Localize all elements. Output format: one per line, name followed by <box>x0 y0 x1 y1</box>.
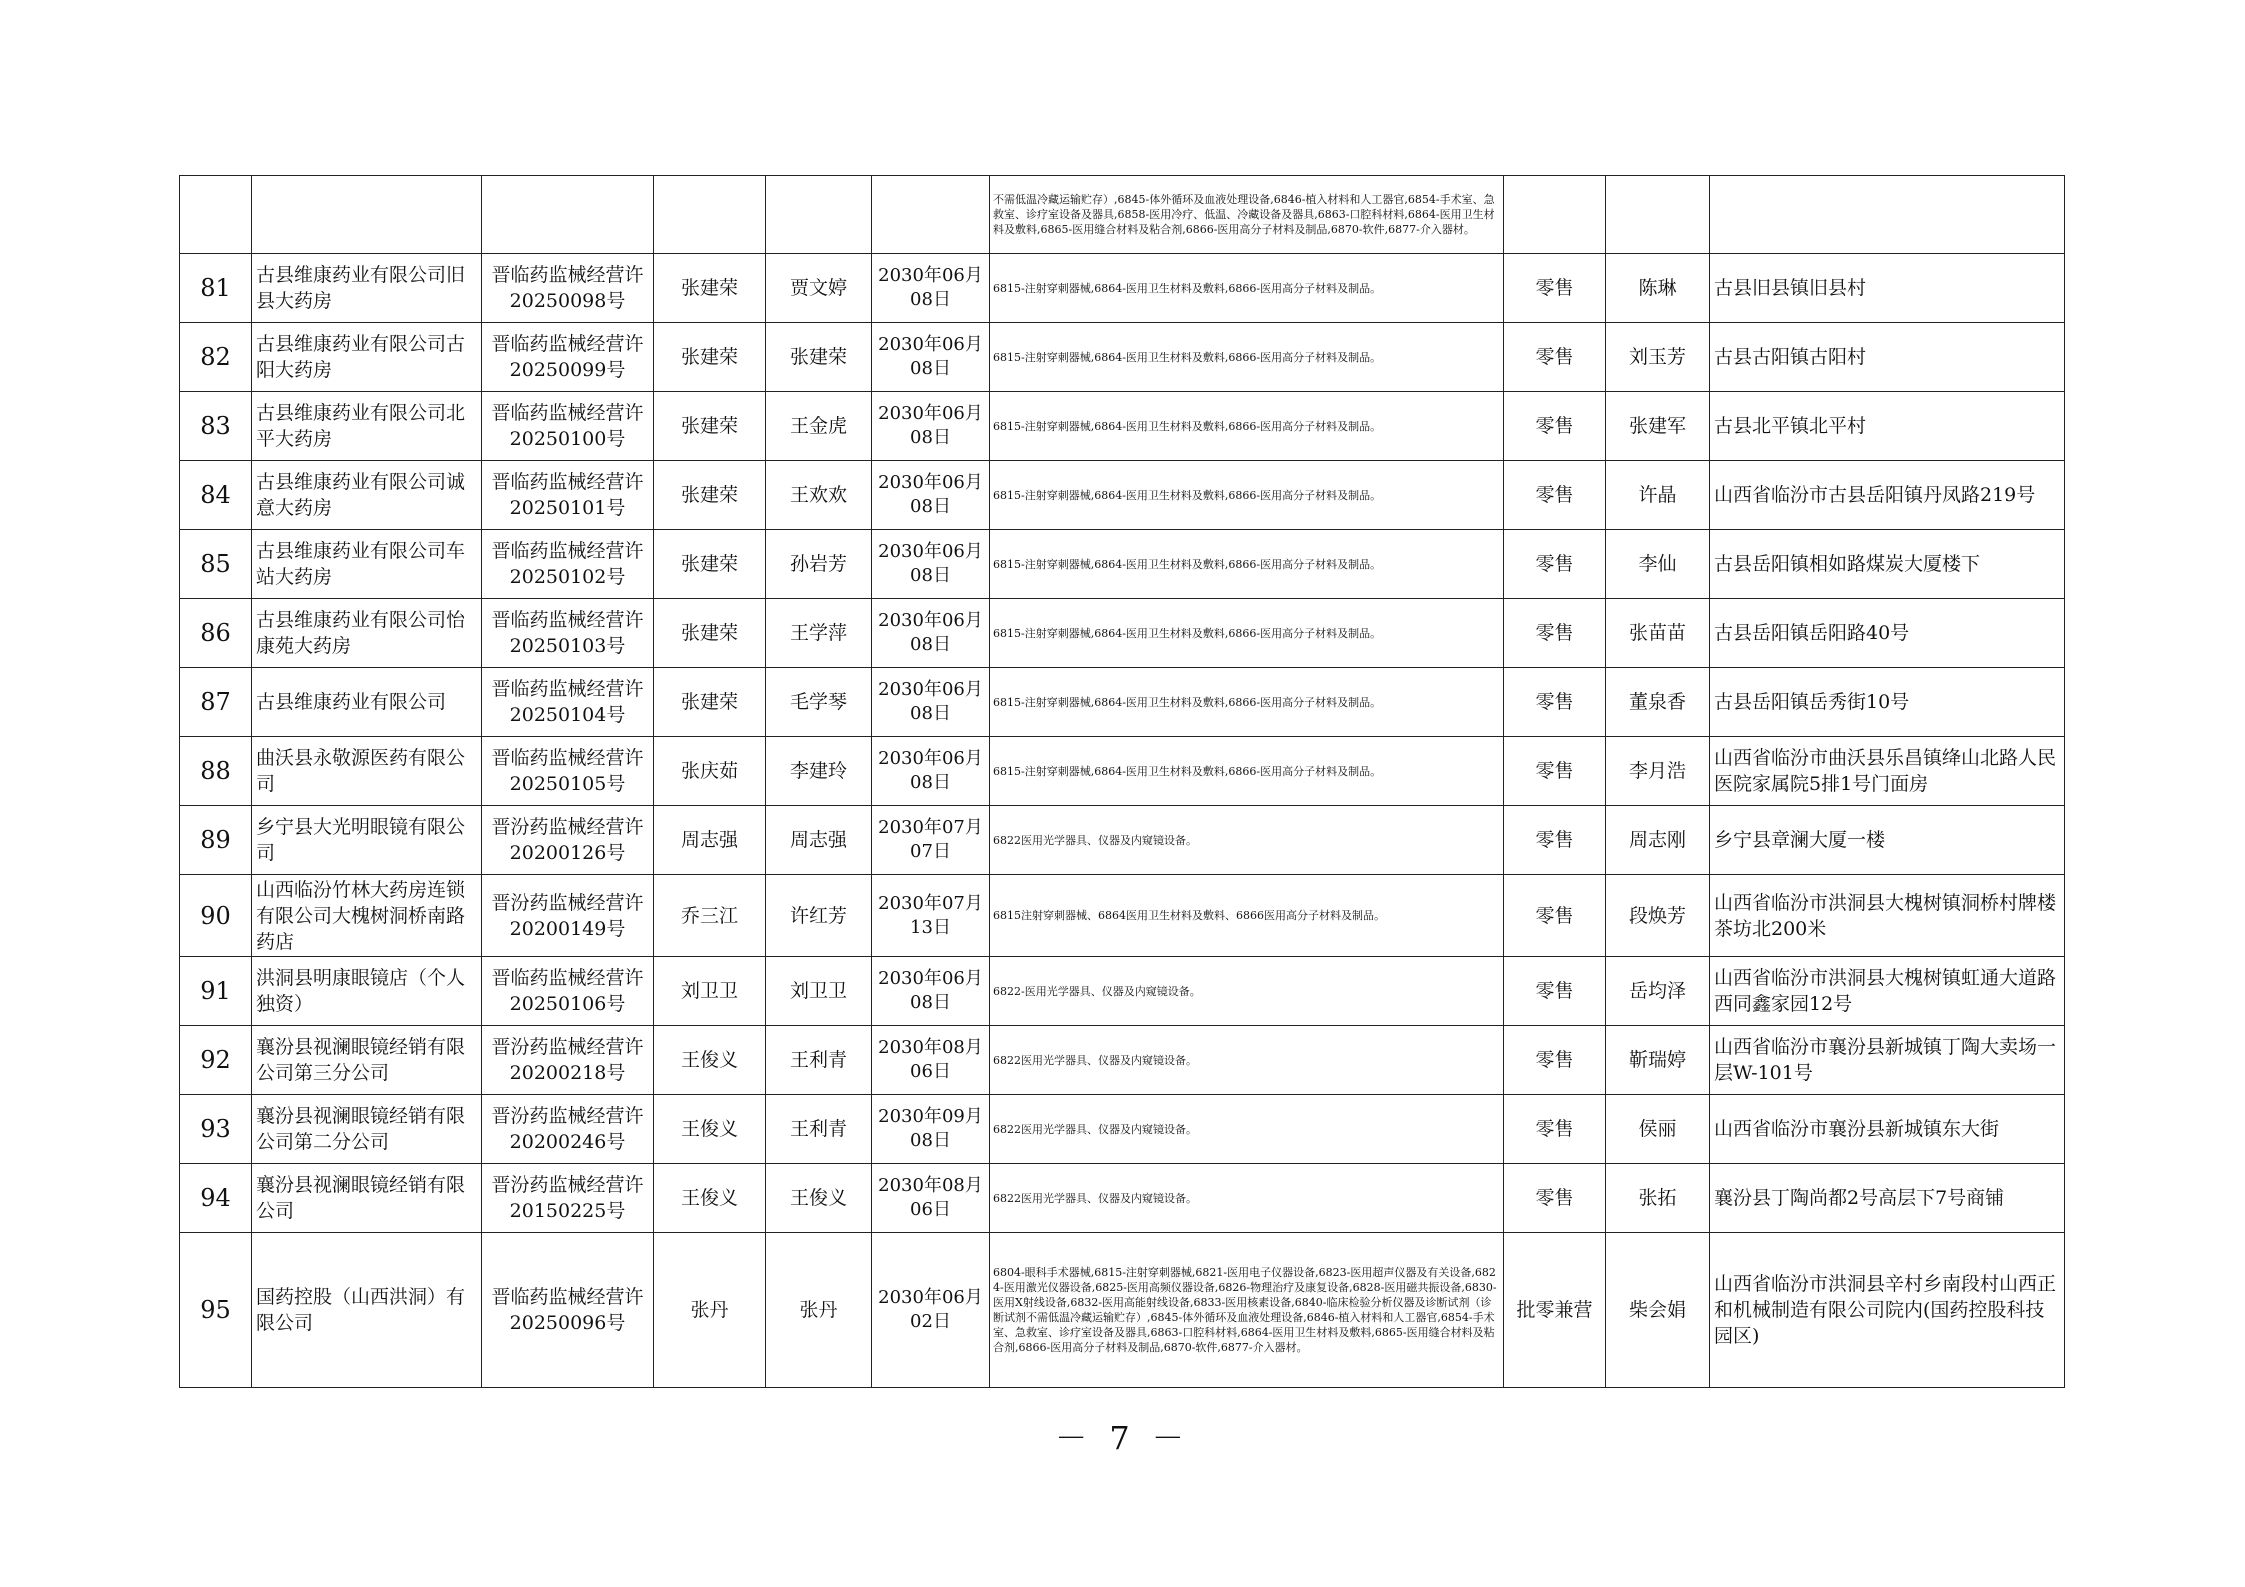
cell-license: 晋临药监械经营许20250106号 <box>482 957 654 1026</box>
cell-license: 晋临药监械经营许20250096号 <box>482 1233 654 1388</box>
cell-no: 85 <box>180 530 252 599</box>
cell-qual: 柴会娟 <box>1606 1233 1710 1388</box>
page-number: － 7 － <box>1055 1419 1190 1457</box>
cell-expiry: 2030年09月08日 <box>872 1095 990 1164</box>
cell-expiry <box>872 176 990 254</box>
cell-qual: 周志刚 <box>1606 806 1710 875</box>
cell-no: 93 <box>180 1095 252 1164</box>
cell-qual <box>1606 176 1710 254</box>
cell-legal: 张建荣 <box>654 254 766 323</box>
cell-address: 襄汾县丁陶尚都2号高层下7号商铺 <box>1710 1164 2065 1233</box>
cell-responsible: 周志强 <box>766 806 872 875</box>
table-row <box>180 323 2065 392</box>
cell-scope: 6822医用光学器具、仪器及内窥镜设备。 <box>990 806 1504 875</box>
cell-no: 82 <box>180 323 252 392</box>
cell-legal: 王俊义 <box>654 1026 766 1095</box>
cell-expiry: 2030年07月13日 <box>872 875 990 957</box>
cell-expiry: 2030年08月06日 <box>872 1164 990 1233</box>
cell-mode: 零售 <box>1504 392 1606 461</box>
cell-mode: 零售 <box>1504 1095 1606 1164</box>
cell-no: 84 <box>180 461 252 530</box>
cell-license: 晋汾药监械经营许20200246号 <box>482 1095 654 1164</box>
cell-name: 襄汾县视澜眼镜经销有限公司 <box>252 1164 482 1233</box>
cell-scope: 6815-注射穿刺器械,6864-医用卫生材料及敷料,6866-医用高分子材料及制品。 <box>990 530 1504 599</box>
cell-mode: 零售 <box>1504 1164 1606 1233</box>
cell-responsible: 张建荣 <box>766 323 872 392</box>
cell-address: 山西省临汾市襄汾县新城镇丁陶大卖场一层W-101号 <box>1710 1026 2065 1095</box>
cell-scope: 6822医用光学器具、仪器及内窥镜设备。 <box>990 1095 1504 1164</box>
cell-scope: 6815-注射穿刺器械,6864-医用卫生材料及敷料,6866-医用高分子材料及制品。 <box>990 461 1504 530</box>
cell-expiry: 2030年06月08日 <box>872 392 990 461</box>
cell-license: 晋汾药监械经营许20150225号 <box>482 1164 654 1233</box>
cell-mode: 零售 <box>1504 599 1606 668</box>
cell-scope: 6815-注射穿刺器械,6864-医用卫生材料及敷料,6866-医用高分子材料及制品。 <box>990 599 1504 668</box>
cell-expiry: 2030年07月07日 <box>872 806 990 875</box>
cell-qual: 张建军 <box>1606 392 1710 461</box>
table-row <box>180 530 2065 599</box>
cell-qual: 靳瑞婷 <box>1606 1026 1710 1095</box>
cell-responsible <box>766 176 872 254</box>
table-row <box>180 1164 2065 1233</box>
cell-legal: 刘卫卫 <box>654 957 766 1026</box>
cell-scope: 6815-注射穿刺器械,6864-医用卫生材料及敷料,6866-医用高分子材料及制品。 <box>990 392 1504 461</box>
cell-responsible: 王学萍 <box>766 599 872 668</box>
table-row <box>180 737 2065 806</box>
cell-expiry: 2030年08月06日 <box>872 1026 990 1095</box>
cell-scope: 6815-注射穿刺器械,6864-医用卫生材料及敷料,6866-医用高分子材料及制品。 <box>990 668 1504 737</box>
cell-no: 86 <box>180 599 252 668</box>
cell-scope: 6804-眼科手术器械,6815-注射穿刺器械,6821-医用电子仪器设备,6823-医用超声仪器及有关设备,6824-医用激光仪器设备,6825-医用高频仪器设备,6826-物理治疗及康复设备,6828-医用磁共振设备,6830-医用X射线设备,6832-医用高能射线设备,6833-医用核素设备,6840-临床检验分析仪器及诊断试剂（诊断试剂不需低温冷藏运输贮存）,6845-体外循环及血液处理设备,6846-植入材料和人工器官,6854-手术室、急救室、诊疗室设备及器具,6863-口腔科材料,6864-医用卫生材料及敷料,6865-医用缝合材料及粘合剂,6866-医用高分子材料及制品,6870-软件,6877-介入器材。 <box>990 1233 1504 1388</box>
cell-expiry: 2030年06月08日 <box>872 668 990 737</box>
table-row <box>180 806 2065 875</box>
cell-name: 曲沃县永敬源医药有限公司 <box>252 737 482 806</box>
cell-responsible: 贾文婷 <box>766 254 872 323</box>
cell-mode: 零售 <box>1504 461 1606 530</box>
cell-qual: 刘玉芳 <box>1606 323 1710 392</box>
cell-license: 晋汾药监械经营许20200126号 <box>482 806 654 875</box>
cell-mode: 批零兼营 <box>1504 1233 1606 1388</box>
cell-address: 山西省临汾市襄汾县新城镇东大街 <box>1710 1095 2065 1164</box>
cell-license: 晋临药监械经营许20250098号 <box>482 254 654 323</box>
cell-name: 古县维康药业有限公司北平大药房 <box>252 392 482 461</box>
cell-expiry: 2030年06月08日 <box>872 737 990 806</box>
cell-qual: 岳均泽 <box>1606 957 1710 1026</box>
cell-address: 古县北平镇北平村 <box>1710 392 2065 461</box>
cell-scope: 6822-医用光学器具、仪器及内窥镜设备。 <box>990 957 1504 1026</box>
cell-responsible: 毛学琴 <box>766 668 872 737</box>
cell-legal: 张丹 <box>654 1233 766 1388</box>
cell-address: 山西省临汾市曲沃县乐昌镇绛山北路人民医院家属院5排1号门面房 <box>1710 737 2065 806</box>
cell-license: 晋临药监械经营许20250104号 <box>482 668 654 737</box>
cell-qual: 陈琳 <box>1606 254 1710 323</box>
cell-expiry: 2030年06月08日 <box>872 461 990 530</box>
cell-address: 山西省临汾市古县岳阳镇丹凤路219号 <box>1710 461 2065 530</box>
table-row <box>180 875 2065 957</box>
table-row <box>180 392 2065 461</box>
cell-mode <box>1504 176 1606 254</box>
cell-scope: 6822医用光学器具、仪器及内窥镜设备。 <box>990 1026 1504 1095</box>
cell-license: 晋汾药监械经营许20200218号 <box>482 1026 654 1095</box>
cell-legal: 乔三江 <box>654 875 766 957</box>
cell-mode: 零售 <box>1504 323 1606 392</box>
cell-qual: 许晶 <box>1606 461 1710 530</box>
cell-scope: 6815注射穿刺器械、6864医用卫生材料及敷料、6866医用高分子材料及制品。 <box>990 875 1504 957</box>
cell-no: 91 <box>180 957 252 1026</box>
cell-name: 山西临汾竹林大药房连锁有限公司大槐树洞桥南路药店 <box>252 875 482 957</box>
cell-expiry: 2030年06月08日 <box>872 254 990 323</box>
cell-responsible: 孙岩芳 <box>766 530 872 599</box>
cell-legal: 张庆茹 <box>654 737 766 806</box>
cell-responsible: 李建玲 <box>766 737 872 806</box>
cell-qual: 张苗苗 <box>1606 599 1710 668</box>
cell-address: 乡宁县章澜大厦一楼 <box>1710 806 2065 875</box>
cell-mode: 零售 <box>1504 1026 1606 1095</box>
cell-qual: 张拓 <box>1606 1164 1710 1233</box>
cell-no: 94 <box>180 1164 252 1233</box>
table-row <box>180 254 2065 323</box>
cell-legal: 张建荣 <box>654 668 766 737</box>
cell-expiry: 2030年06月08日 <box>872 323 990 392</box>
table-row <box>180 461 2065 530</box>
cell-legal: 张建荣 <box>654 323 766 392</box>
cell-scope: 6815-注射穿刺器械,6864-医用卫生材料及敷料,6866-医用高分子材料及制品。 <box>990 737 1504 806</box>
cell-no: 81 <box>180 254 252 323</box>
cell-mode: 零售 <box>1504 254 1606 323</box>
cell-scope: 6815-注射穿刺器械,6864-医用卫生材料及敷料,6866-医用高分子材料及制品。 <box>990 254 1504 323</box>
cell-responsible: 刘卫卫 <box>766 957 872 1026</box>
cell-mode: 零售 <box>1504 806 1606 875</box>
cell-address: 山西省临汾市洪洞县大槐树镇洞桥村牌楼茶坊北200米 <box>1710 875 2065 957</box>
table-row <box>180 957 2065 1026</box>
cell-name: 国药控股（山西洪洞）有限公司 <box>252 1233 482 1388</box>
cell-license <box>482 176 654 254</box>
table-row <box>180 1233 2065 1388</box>
cell-scope: 6815-注射穿刺器械,6864-医用卫生材料及敷料,6866-医用高分子材料及制品。 <box>990 323 1504 392</box>
cell-address: 古县岳阳镇相如路煤炭大厦楼下 <box>1710 530 2065 599</box>
cell-no: 89 <box>180 806 252 875</box>
cell-expiry: 2030年06月02日 <box>872 1233 990 1388</box>
cell-qual: 李仙 <box>1606 530 1710 599</box>
cell-scope: 6822医用光学器具、仪器及内窥镜设备。 <box>990 1164 1504 1233</box>
cell-qual: 李月浩 <box>1606 737 1710 806</box>
cell-name <box>252 176 482 254</box>
cell-scope: 不需低温冷藏运输贮存）,6845-体外循环及血液处理设备,6846-植入材料和人工器官,6854-手术室、急救室、诊疗室设备及器具,6858-医用冷疗、低温、冷藏设备及器具,6863-口腔科材料,6864-医用卫生材料及敷料,6865-医用缝合材料及粘合剂,6866-医用高分子材料及制品,6870-软件,6877-介入器材。 <box>990 176 1504 254</box>
cell-name: 洪洞县明康眼镜店（个人独资） <box>252 957 482 1026</box>
cell-legal: 张建荣 <box>654 599 766 668</box>
cell-no: 92 <box>180 1026 252 1095</box>
cell-no <box>180 176 252 254</box>
cell-license: 晋临药监械经营许20250099号 <box>482 323 654 392</box>
cell-license: 晋汾药监械经营许20200149号 <box>482 875 654 957</box>
cell-expiry: 2030年06月08日 <box>872 599 990 668</box>
cell-license: 晋临药监械经营许20250105号 <box>482 737 654 806</box>
cell-mode: 零售 <box>1504 530 1606 599</box>
cell-name: 古县维康药业有限公司诚意大药房 <box>252 461 482 530</box>
cell-legal: 张建荣 <box>654 530 766 599</box>
cell-expiry: 2030年06月08日 <box>872 530 990 599</box>
cell-mode: 零售 <box>1504 737 1606 806</box>
cell-address: 古县古阳镇古阳村 <box>1710 323 2065 392</box>
cell-expiry: 2030年06月08日 <box>872 957 990 1026</box>
cell-license: 晋临药监械经营许20250101号 <box>482 461 654 530</box>
cell-address: 古县旧县镇旧县村 <box>1710 254 2065 323</box>
table-row <box>180 599 2065 668</box>
cell-mode: 零售 <box>1504 668 1606 737</box>
cell-responsible: 张丹 <box>766 1233 872 1388</box>
cell-no: 83 <box>180 392 252 461</box>
cell-qual: 董泉香 <box>1606 668 1710 737</box>
cell-qual: 侯丽 <box>1606 1095 1710 1164</box>
cell-no: 87 <box>180 668 252 737</box>
cell-responsible: 王利青 <box>766 1026 872 1095</box>
cell-address: 山西省临汾市洪洞县大槐树镇虹通大道路西同鑫家园12号 <box>1710 957 2065 1026</box>
cell-legal: 张建荣 <box>654 461 766 530</box>
table-row <box>180 668 2065 737</box>
cell-name: 古县维康药业有限公司旧县大药房 <box>252 254 482 323</box>
table-row <box>180 1026 2065 1095</box>
cell-responsible: 王金虎 <box>766 392 872 461</box>
cell-qual: 段焕芳 <box>1606 875 1710 957</box>
cell-address <box>1710 176 2065 254</box>
cell-address: 山西省临汾市洪洞县辛村乡南段村山西正和机械制造有限公司院内(国药控股科技园区) <box>1710 1233 2065 1388</box>
cell-legal: 王俊义 <box>654 1095 766 1164</box>
cell-name: 古县维康药业有限公司怡康苑大药房 <box>252 599 482 668</box>
cell-legal: 王俊义 <box>654 1164 766 1233</box>
cell-responsible: 王俊义 <box>766 1164 872 1233</box>
cell-legal: 张建荣 <box>654 392 766 461</box>
cell-name: 襄汾县视澜眼镜经销有限公司第三分公司 <box>252 1026 482 1095</box>
cell-license: 晋临药监械经营许20250100号 <box>482 392 654 461</box>
cell-responsible: 许红芳 <box>766 875 872 957</box>
cell-address: 古县岳阳镇岳阳路40号 <box>1710 599 2065 668</box>
cell-mode: 零售 <box>1504 875 1606 957</box>
table-row <box>180 1095 2065 1164</box>
cell-no: 88 <box>180 737 252 806</box>
cell-no: 90 <box>180 875 252 957</box>
table-body <box>180 176 2065 1388</box>
cell-name: 古县维康药业有限公司车站大药房 <box>252 530 482 599</box>
cell-legal: 周志强 <box>654 806 766 875</box>
cell-name: 古县维康药业有限公司古阳大药房 <box>252 323 482 392</box>
cell-name: 襄汾县视澜眼镜经销有限公司第二分公司 <box>252 1095 482 1164</box>
cell-mode: 零售 <box>1504 957 1606 1026</box>
cell-address: 古县岳阳镇岳秀街10号 <box>1710 668 2065 737</box>
license-table <box>179 175 2065 1388</box>
cell-name: 古县维康药业有限公司 <box>252 668 482 737</box>
table-row-continued <box>180 176 2065 254</box>
cell-legal <box>654 176 766 254</box>
cell-no: 95 <box>180 1233 252 1388</box>
cell-name: 乡宁县大光明眼镜有限公司 <box>252 806 482 875</box>
cell-license: 晋临药监械经营许20250103号 <box>482 599 654 668</box>
cell-license: 晋临药监械经营许20250102号 <box>482 530 654 599</box>
cell-responsible: 王欢欢 <box>766 461 872 530</box>
cell-responsible: 王利青 <box>766 1095 872 1164</box>
